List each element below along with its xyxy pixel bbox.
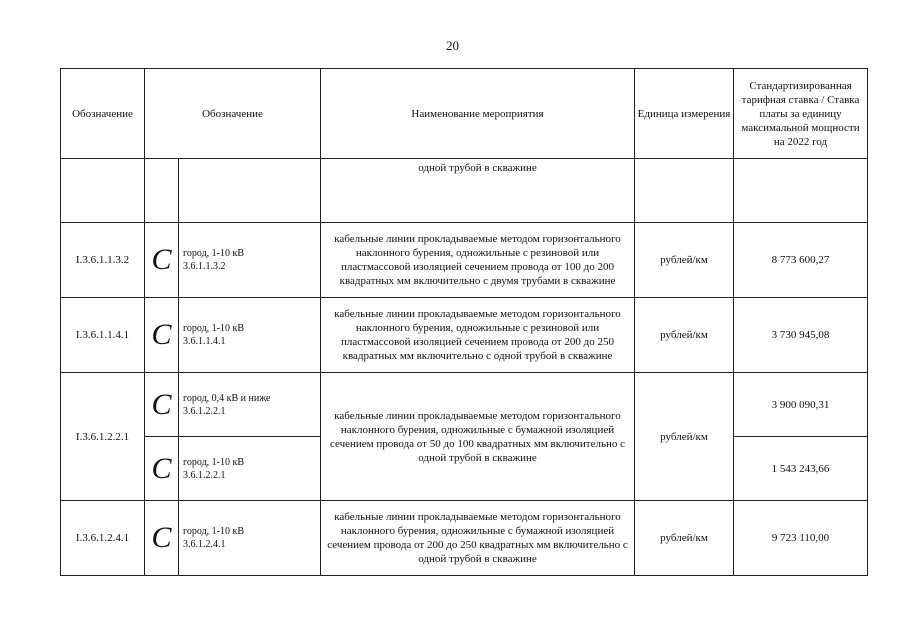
location-cell: [179, 298, 321, 373]
unit-cell: рублей/км: [635, 298, 734, 373]
table-row: [61, 501, 868, 576]
row-code: I.3.6.1.2.2.1: [61, 373, 145, 501]
c-symbol-icon: C: [145, 501, 179, 576]
table-row: [61, 298, 868, 373]
location-voltage: город, 1-10 кВ: [183, 248, 245, 259]
location-cell: [179, 501, 321, 576]
c-symbol-icon: C: [145, 437, 179, 501]
location-voltage: город, 0,4 кВ и ниже: [183, 392, 271, 404]
header-unit: Единица измерения: [635, 69, 734, 159]
unit-cell: рублей/км: [635, 373, 734, 501]
location-code: 3.6.1.1.4.1: [183, 336, 226, 347]
location-cell: [179, 437, 321, 501]
rate-cell: 3 900 090,31: [734, 373, 868, 437]
activity-description: кабельные линии прокладываемые методом горизонтального наклонного бурения, одножильные с резиновой или пластмассовой изоляцией сечением провода от 200 до 250 квадратных мм включительно с одной трубой в скважине: [321, 298, 635, 373]
row-code: I.3.6.1.1.3.2: [61, 223, 145, 298]
location-code: 3.6.1.2.4.1: [183, 539, 226, 550]
row-code: I.3.6.1.1.4.1: [61, 298, 145, 373]
location-voltage: город, 1-10 кВ: [183, 323, 245, 334]
location-cell: [179, 223, 321, 298]
c-symbol-icon: C: [145, 373, 179, 437]
location-code: 3.6.1.2.2.1: [183, 469, 226, 481]
header-designation-2: Обозначение: [145, 69, 321, 159]
rate-cell: 1 543 243,66: [734, 437, 868, 501]
location-voltage: город, 1-10 кВ: [183, 526, 245, 537]
rate-cell: 8 773 600,27: [734, 223, 868, 298]
rate-cell: 3 730 945,08: [734, 298, 868, 373]
header-activity-name: Наименование мероприятия: [321, 69, 635, 159]
activity-description: кабельные линии прокладываемые методом горизонтального наклонного бурения, одножильные с резиновой или пластмассовой изоляцией сечением провода от 100 до 200 квадратных мм включительно с двумя трубами в скважине: [321, 223, 635, 298]
table-row: [61, 223, 868, 298]
header-designation: Обозначение: [61, 69, 145, 159]
header-row: [61, 69, 868, 159]
header-tariff-rate: Стандартизированная тарифная ставка / Ставка платы за единицу максимальной мощности на 2022 год: [734, 69, 868, 159]
location-code: 3.6.1.1.3.2: [183, 261, 226, 272]
unit-cell: рублей/км: [635, 223, 734, 298]
table-row: [61, 159, 868, 223]
page-number: 20: [446, 38, 459, 53]
row-code: I.3.6.1.2.4.1: [61, 501, 145, 576]
c-symbol-icon: C: [145, 223, 179, 298]
activity-description: кабельные линии прокладываемые методом горизонтального наклонного бурения, одножильные с бумажной изоляцией сечением провода от 200 до 250 квадратных мм включительно с одной трубой в скважине: [321, 501, 635, 576]
location-code: 3.6.1.2.2.1: [183, 405, 226, 417]
location-voltage: город, 1-10 кВ: [183, 456, 245, 468]
location-cell: [179, 373, 321, 437]
unit-cell: рублей/км: [635, 501, 734, 576]
table-row: [61, 373, 868, 437]
c-symbol-icon: C: [145, 298, 179, 373]
activity-description: кабельные линии прокладываемые методом горизонтального наклонного бурения, одножильные с бумажной изоляцией сечением провода от 50 до 100 квадратных мм включительно с одной трубой в скважине: [321, 373, 635, 501]
tariff-table: [60, 68, 868, 576]
rate-cell: 9 723 110,00: [734, 501, 868, 576]
continuation-text: одной трубой в скважине: [321, 159, 635, 223]
